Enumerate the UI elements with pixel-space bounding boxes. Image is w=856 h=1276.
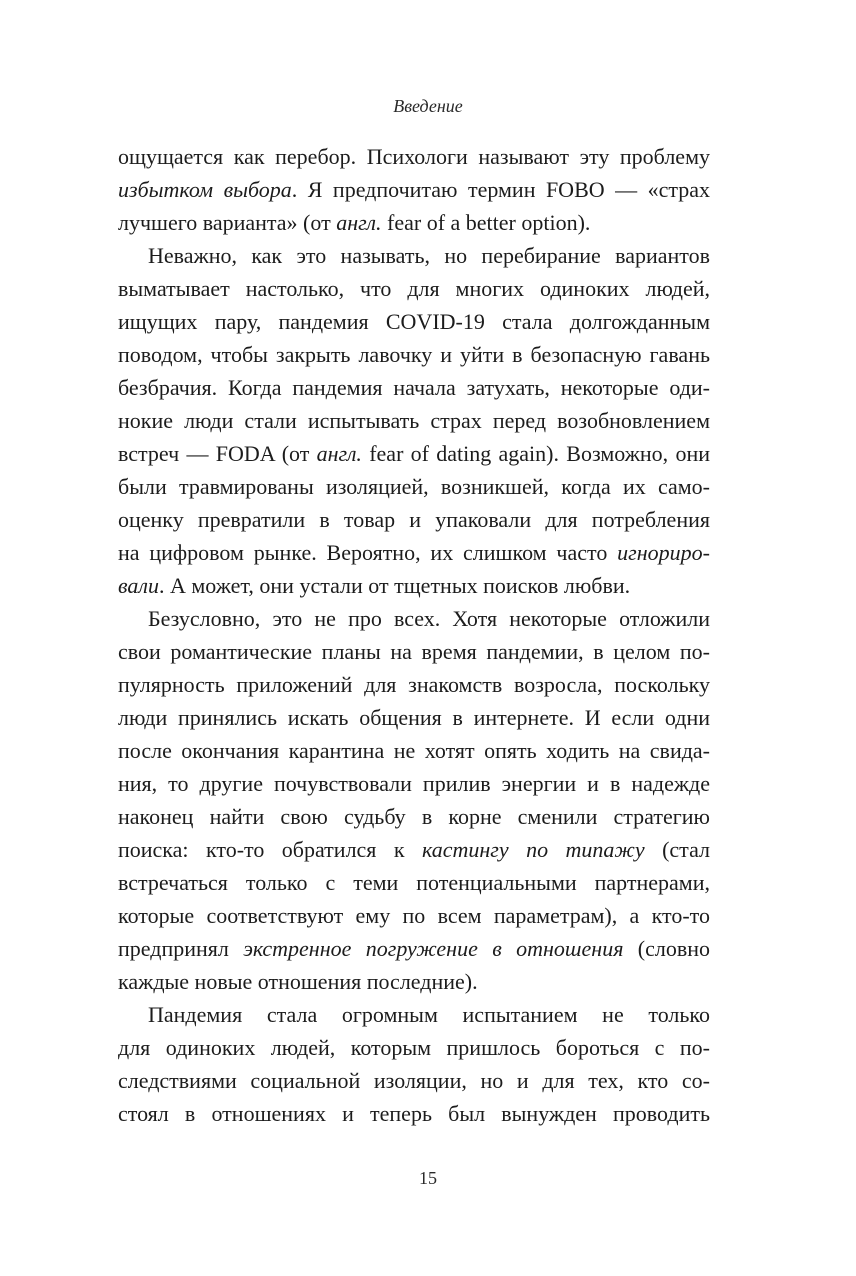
text-run: Неважно, как это называть, но перебирание вариантов xyxy=(148,243,710,268)
text-run: стоял в отношениях и теперь был вынужден проводить xyxy=(118,1101,710,1126)
text-run: . Я предпочитаю термин FOBO — «страх xyxy=(291,177,710,202)
text-line xyxy=(118,800,710,833)
text-run: нокие люди стали испытывать страх перед возобновлением xyxy=(118,408,710,433)
text-run: каждые новые отношения последние). xyxy=(118,969,478,994)
italic-term: игнориро- xyxy=(617,540,710,565)
text-run: ищущих пару, пандемия COVID-19 стала долгожданным xyxy=(118,309,710,334)
text-run: наконец найти свою судьбу в корне сменили стратегию xyxy=(118,804,710,829)
text-line xyxy=(118,998,710,1031)
text-line xyxy=(118,338,710,371)
text-run: fear of a better option). xyxy=(381,210,591,235)
text-line xyxy=(118,173,710,206)
text-run: после окончания карантина не хотят опять ходить на свида- xyxy=(118,738,710,763)
text-line xyxy=(118,305,710,338)
italic-term: избытком выбора xyxy=(118,177,292,202)
text-line xyxy=(118,371,710,404)
text-line xyxy=(118,239,710,272)
text-run: (стал xyxy=(644,837,711,862)
text-run: люди принялись искать общения в интернете. И если одни xyxy=(118,705,710,730)
text-line xyxy=(118,1064,710,1097)
text-run: безбрачия. Когда пандемия начала затухать, некоторые оди- xyxy=(118,375,710,400)
text-run: (словно xyxy=(623,936,711,961)
text-run: оценку превратили в товар и упаковали для потребления xyxy=(118,507,710,532)
text-line xyxy=(118,1031,710,1064)
text-line xyxy=(118,767,710,800)
text-line xyxy=(118,470,710,503)
text-run: Безусловно, это не про всех. Хотя некоторые отложили xyxy=(148,606,710,631)
text-line xyxy=(118,1097,710,1130)
text-line xyxy=(118,503,710,536)
italic-term: экстренное погружение в отношения xyxy=(243,936,624,961)
text-run: ния, то другие почувствовали прилив энергии и в надежде xyxy=(118,771,710,796)
text-line xyxy=(118,899,710,932)
text-run: встреч — FODA (от xyxy=(118,441,317,466)
text-line xyxy=(118,206,710,239)
text-run: были травмированы изоляцией, возникшей, когда их само- xyxy=(118,474,710,499)
text-run: ощущается как перебор. Психологи называют эту проблему xyxy=(118,144,710,169)
text-line xyxy=(118,833,710,866)
text-run: для одиноких людей, которым пришлось бороться с по- xyxy=(118,1035,710,1060)
text-line xyxy=(118,569,710,602)
page-number: 15 xyxy=(419,1168,437,1188)
text-line xyxy=(118,932,710,965)
italic-term: англ. xyxy=(316,441,362,466)
running-head: Введение xyxy=(393,96,463,116)
text-line xyxy=(118,668,710,701)
text-line xyxy=(118,404,710,437)
italic-term: кастингу по типажу xyxy=(422,837,645,862)
text-run: пулярность приложений для знакомств возросла, поскольку xyxy=(118,672,710,697)
text-run: Пандемия стала огромным испытанием не только xyxy=(148,1002,710,1027)
text-line xyxy=(118,635,710,668)
text-run: на цифровом рынке. Вероятно, их слишком часто xyxy=(118,540,618,565)
text-run: fear of dating again). Возможно, они xyxy=(361,441,710,466)
paragraph xyxy=(118,140,710,239)
text-line xyxy=(118,701,710,734)
text-run: следствиями социальной изоляции, но и для тех, кто со- xyxy=(118,1068,710,1093)
text-run: которые соответствуют ему по всем параметрам), а кто-то xyxy=(118,903,710,928)
text-line xyxy=(118,536,710,569)
text-run: . А может, они устали от тщетных поисков любви. xyxy=(159,573,631,598)
paragraph xyxy=(118,602,710,998)
text-run: встречаться только с теми потенциальными партнерами, xyxy=(118,870,710,895)
text-run: лучшего варианта» (от xyxy=(118,210,337,235)
text-run: выматывает настолько, что для многих одиноких людей, xyxy=(118,276,710,301)
italic-term: англ. xyxy=(336,210,382,235)
text-run: поводом, чтобы закрыть лавочку и уйти в безопасную гавань xyxy=(118,342,710,367)
text-line xyxy=(118,140,710,173)
text-line xyxy=(118,965,710,998)
text-run: предпринял xyxy=(118,936,244,961)
text-line xyxy=(118,866,710,899)
text-line xyxy=(118,734,710,767)
text-line xyxy=(118,272,710,305)
italic-term: вали xyxy=(118,573,159,598)
text-line xyxy=(118,602,710,635)
text-run: поиска: кто-то обратился к xyxy=(118,837,422,862)
text-run: свои романтические планы на время пандемии, в целом по- xyxy=(118,639,710,664)
paragraph xyxy=(118,998,710,1130)
text-line xyxy=(118,437,710,470)
body-text xyxy=(118,140,710,1130)
paragraph xyxy=(118,239,710,602)
